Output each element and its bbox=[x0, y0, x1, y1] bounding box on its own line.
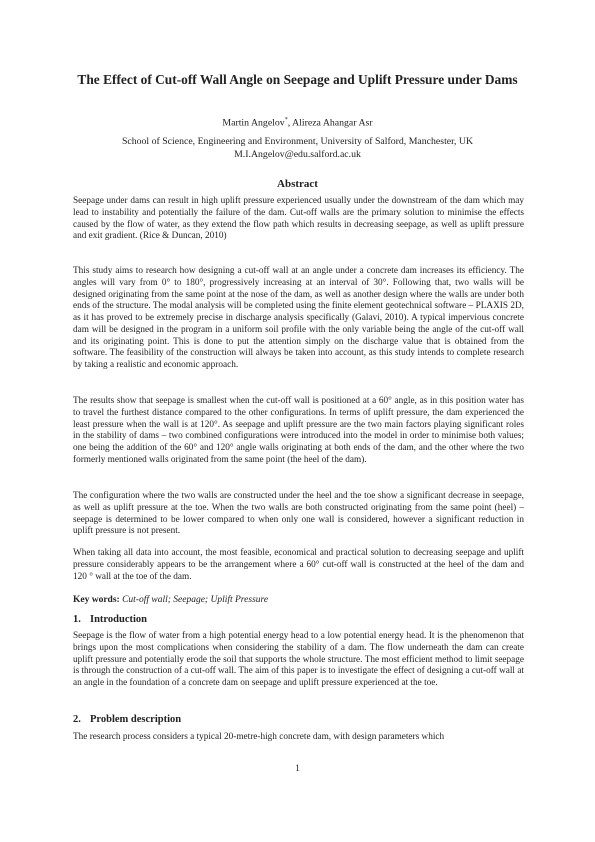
author-name: Martin Angelov bbox=[222, 117, 285, 129]
abstract-paragraph: The configuration where the two walls are constructed under the heel and the toe show a significant decrease in seepage, as well as uplift pressure at the toe. When the two walls are both constructed originating from the same point (heel) – seepage is determined to be lower compared to when only one wall is considered, however a significant reduction in uplift pressure is not present. bbox=[73, 491, 524, 537]
author-name: Alireza Ahangar Asr bbox=[292, 117, 373, 129]
abstract-paragraph: The results show that seepage is smallest when the cut-off wall is positioned at a 60° angle, as in this position water has to travel the furthest distance compared to the other configurations. In terms of uplift pressure, the dam experienced the least pressure when the wall is at 120°. As seepage and uplift pressure are the two main factors playing significant roles in the stability of dams – two combined configurations were introduced into the model in order to minimise both values; one being the addition of the 60° and 120° angle walls originating at both ends of the dam, and the other where the two formerly mentioned walls originated from the same point (the heel of the dam). bbox=[73, 396, 524, 465]
section-number: 2. bbox=[73, 714, 81, 725]
affiliation-block bbox=[60, 136, 535, 161]
author-email: M.I.Angelov@edu.salford.ac.uk bbox=[234, 148, 361, 160]
section-paragraph: Seepage is the flow of water from a high potential energy head to a low potential energy head. It is the phenomenon that brings upon the most complications when considering the stability of a dam. The flow underneath the dam can create uplift pressure and potentially erode the soil that supports the whole structure. The most efficient method to limit seepage is through the construction of a cut-off wall. The aim of this paper is to investigate the effect of designing a cut-off wall at an angle in the foundation of a concrete dam on seepage and uplift pressure experienced at the toe. bbox=[73, 631, 524, 688]
corresponding-author-mark: * bbox=[284, 117, 288, 123]
keywords-label: Key words: bbox=[73, 595, 120, 605]
section-title: Introduction bbox=[90, 614, 147, 625]
section-heading-problem-description bbox=[73, 713, 524, 726]
section-heading-introduction bbox=[73, 613, 524, 626]
abstract-paragraph: This study aims to research how designing a cut-off wall at an angle under a concrete dam increases its efficiency. The angles will vary from 0° to 180°, progressively increasing at an interval of 30°. Following that, two walls will be designed originating from the same point at the nose of the dam, as well as another design where the walls are under both ends of the structure. The modal analysis will be completed using the finite element geotechnical software – PLAXIS 2D, as it has proved to be extremely precise in discharge analysis specifically (Galavi, 2010). A typical impervious concrete dam will be designed in the program in a uniform soil profile with the only variable being the angle of the cut-off wall and its originating point. This is done to put the attention simply on the discharge value that is obtained from the software. The feasibility of the construction will always be taken into account, as this study intends to complete research by taking a realistic and economic approach. bbox=[73, 266, 524, 370]
page-number: 1 bbox=[295, 764, 300, 774]
section-paragraph: The research process considers a typical 20-metre-high concrete dam, with design parameters which bbox=[73, 732, 445, 742]
keywords-line bbox=[73, 594, 524, 606]
affiliation: School of Science, Engineering and Environment, University of Salford, Manchester, UK bbox=[121, 136, 474, 147]
author-line bbox=[60, 114, 535, 129]
abstract-paragraph: When taking all data into account, the most feasible, economical and practical solution to decreasing seepage and uplift pressure considerably appears to be the arrangement where a 60° cut-off wall is constructed at the heel of the dam and 120 ° wall at the toe of the dam. bbox=[73, 548, 524, 582]
keywords-list: Cut-off wall; Seepage; Uplift Pressure bbox=[122, 595, 269, 605]
section-number: 1. bbox=[73, 614, 81, 625]
abstract-paragraph: Seepage under dams can result in high uplift pressure experienced usually under the downstream of the dam which may lead to instability and potentially the failure of the dam. Cut-off walls are the primary solution to minimise the effects caused by the flow of water, as they extend the flow path which results in decreasing seepage, as well as uplift pressure and exit gradient. (Rice & Duncan, 2010) bbox=[73, 196, 524, 242]
paper-title: The Effect of Cut-off Wall Angle on Seepage and Uplift Pressure under Dams bbox=[77, 72, 518, 87]
author-separator: , bbox=[287, 117, 291, 129]
abstract-heading: Abstract bbox=[277, 178, 318, 190]
section-title: Problem description bbox=[90, 714, 182, 725]
